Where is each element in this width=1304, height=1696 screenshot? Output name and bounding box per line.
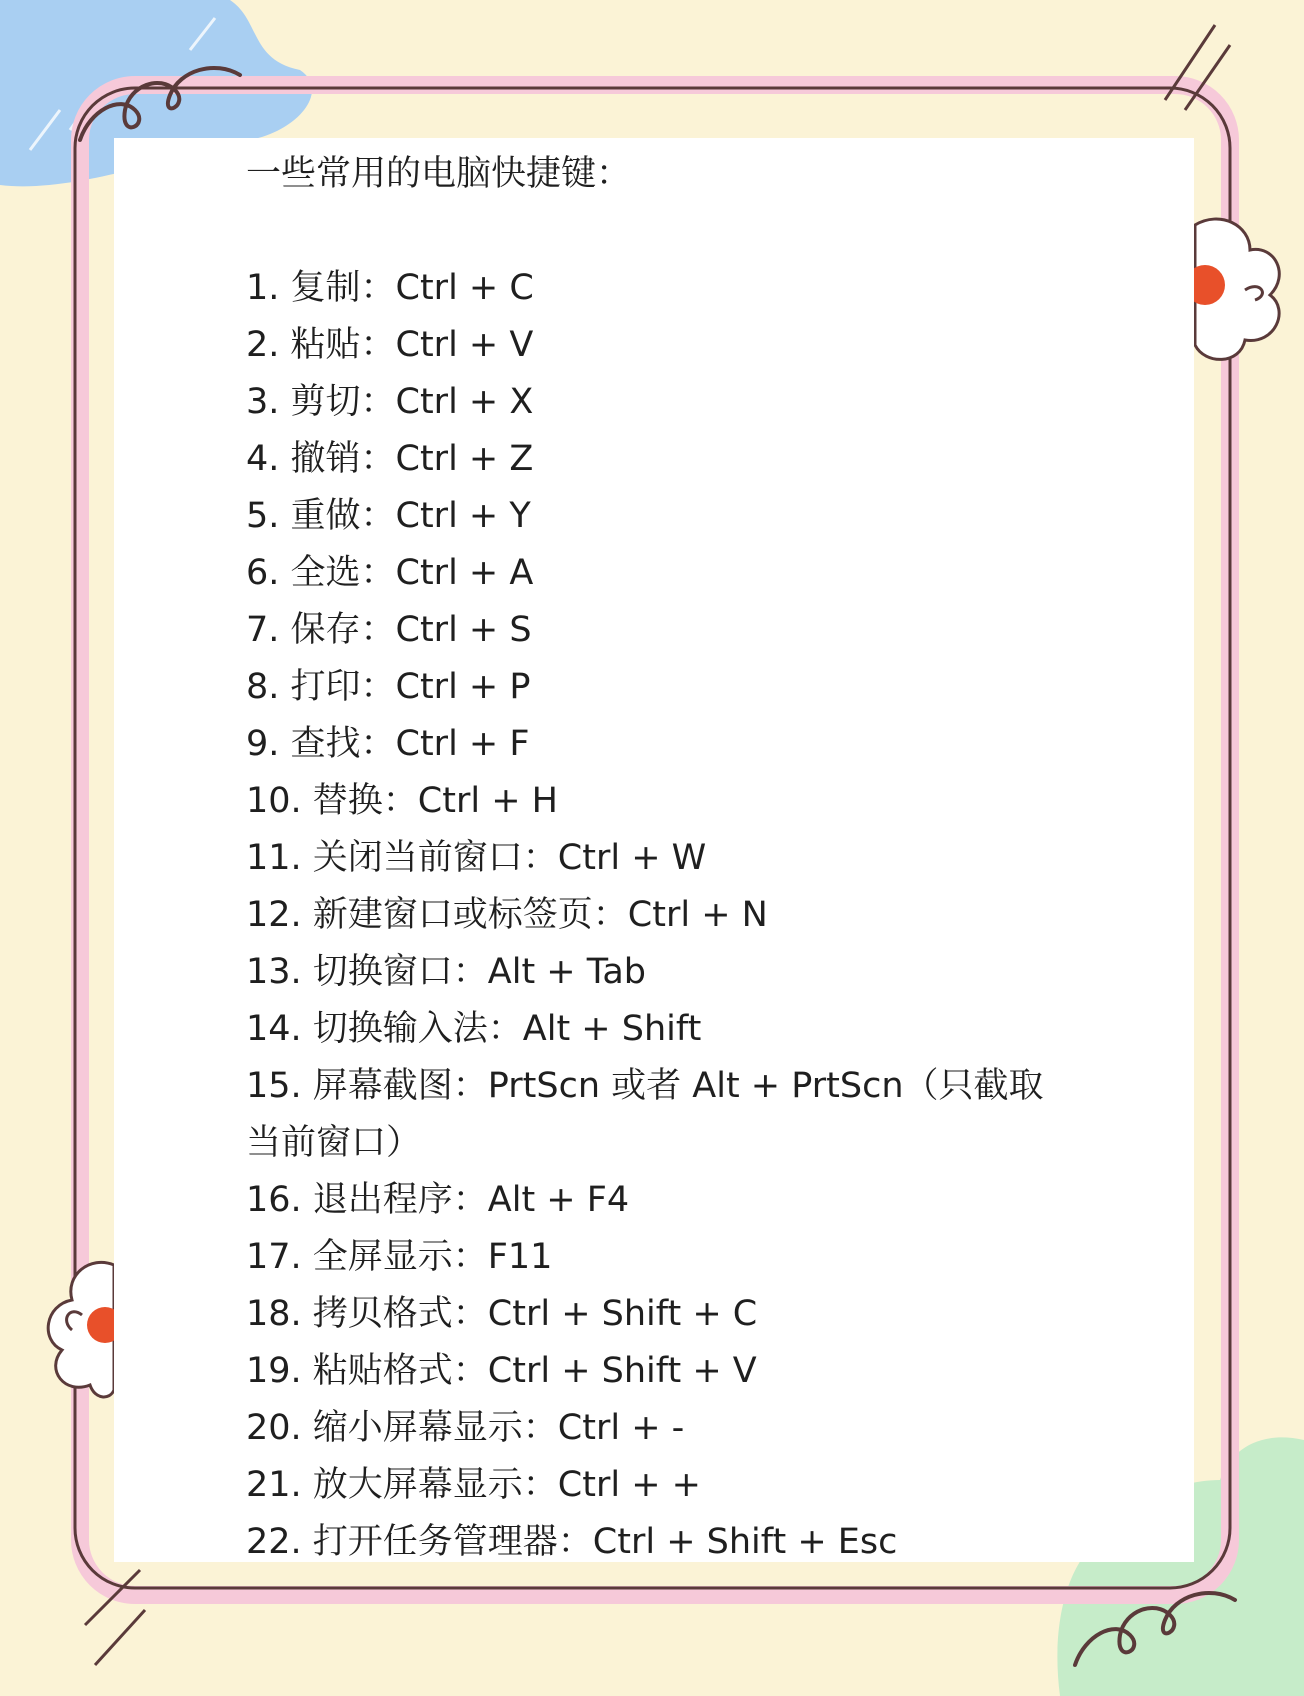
shortcut-item xyxy=(246,716,1066,773)
shortcut-text: 3. 剪切：Ctrl + X xyxy=(246,382,534,422)
shortcut-text: 10. 替换：Ctrl + H xyxy=(246,781,558,821)
shortcut-item xyxy=(246,887,1066,944)
shortcut-text: 22. 打开任务管理器：Ctrl + Shift + Esc xyxy=(246,1522,898,1562)
shortcut-text: 7. 保存：Ctrl + S xyxy=(246,610,532,650)
shortcut-list xyxy=(246,260,1066,1571)
shortcut-text: 18. 拷贝格式：Ctrl + Shift + C xyxy=(246,1294,758,1334)
shortcut-item xyxy=(246,488,1066,545)
shortcut-item xyxy=(246,773,1066,830)
shortcut-item xyxy=(246,830,1066,887)
shortcut-item xyxy=(246,1343,1066,1400)
shortcut-text: 14. 切换输入法：Alt + Shift xyxy=(246,1009,702,1049)
flower-decoration-left xyxy=(48,1262,123,1397)
shortcut-text: 11. 关闭当前窗口：Ctrl + W xyxy=(246,838,707,878)
shortcut-item xyxy=(246,1229,1066,1286)
shortcut-item xyxy=(246,431,1066,488)
shortcut-text-continuation: 当前窗口） xyxy=(246,1123,422,1163)
shortcut-text: 5. 重做：Ctrl + Y xyxy=(246,496,531,536)
shortcut-item xyxy=(246,602,1066,659)
flower-decoration-right xyxy=(1185,219,1279,359)
shortcut-item xyxy=(246,1514,1066,1571)
shortcut-text: 9. 查找：Ctrl + F xyxy=(246,724,530,764)
blank-line xyxy=(246,203,1066,260)
shortcut-item xyxy=(246,374,1066,431)
shortcut-text: 2. 粘贴：Ctrl + V xyxy=(246,325,534,365)
shortcut-item-continuation xyxy=(246,1115,1066,1172)
shortcut-item xyxy=(246,659,1066,716)
shortcut-text: 16. 退出程序：Alt + F4 xyxy=(246,1180,630,1220)
shortcut-text: 15. 屏幕截图：PrtScn 或者 Alt + PrtScn（只截取 xyxy=(246,1066,1044,1106)
shortcut-item xyxy=(246,1058,1066,1115)
shortcut-text: 17. 全屏显示：F11 xyxy=(246,1237,553,1277)
shortcut-text: 6. 全选：Ctrl + A xyxy=(246,553,534,593)
shortcut-item xyxy=(246,1400,1066,1457)
shortcut-text: 20. 缩小屏幕显示：Ctrl + - xyxy=(246,1408,685,1448)
shortcut-text: 19. 粘贴格式：Ctrl + Shift + V xyxy=(246,1351,757,1391)
shortcut-item xyxy=(246,1172,1066,1229)
shortcut-text: 21. 放大屏幕显示：Ctrl + + xyxy=(246,1465,701,1505)
shortcut-item xyxy=(246,1457,1066,1514)
shortcut-text: 13. 切换窗口：Alt + Tab xyxy=(246,952,647,992)
shortcut-item xyxy=(246,260,1066,317)
shortcut-item xyxy=(246,545,1066,602)
shortcut-item xyxy=(246,1001,1066,1058)
shortcut-text: 8. 打印：Ctrl + P xyxy=(246,667,531,707)
shortcut-document xyxy=(246,146,1066,1571)
shortcut-item xyxy=(246,1286,1066,1343)
shortcut-text: 12. 新建窗口或标签页：Ctrl + N xyxy=(246,895,768,935)
shortcut-text: 4. 撤销：Ctrl + Z xyxy=(246,439,534,479)
shortcut-item xyxy=(246,944,1066,1001)
page-title: 一些常用的电脑快捷键： xyxy=(246,154,632,194)
shortcut-text: 1. 复制：Ctrl + C xyxy=(246,268,534,308)
shortcut-item xyxy=(246,317,1066,374)
